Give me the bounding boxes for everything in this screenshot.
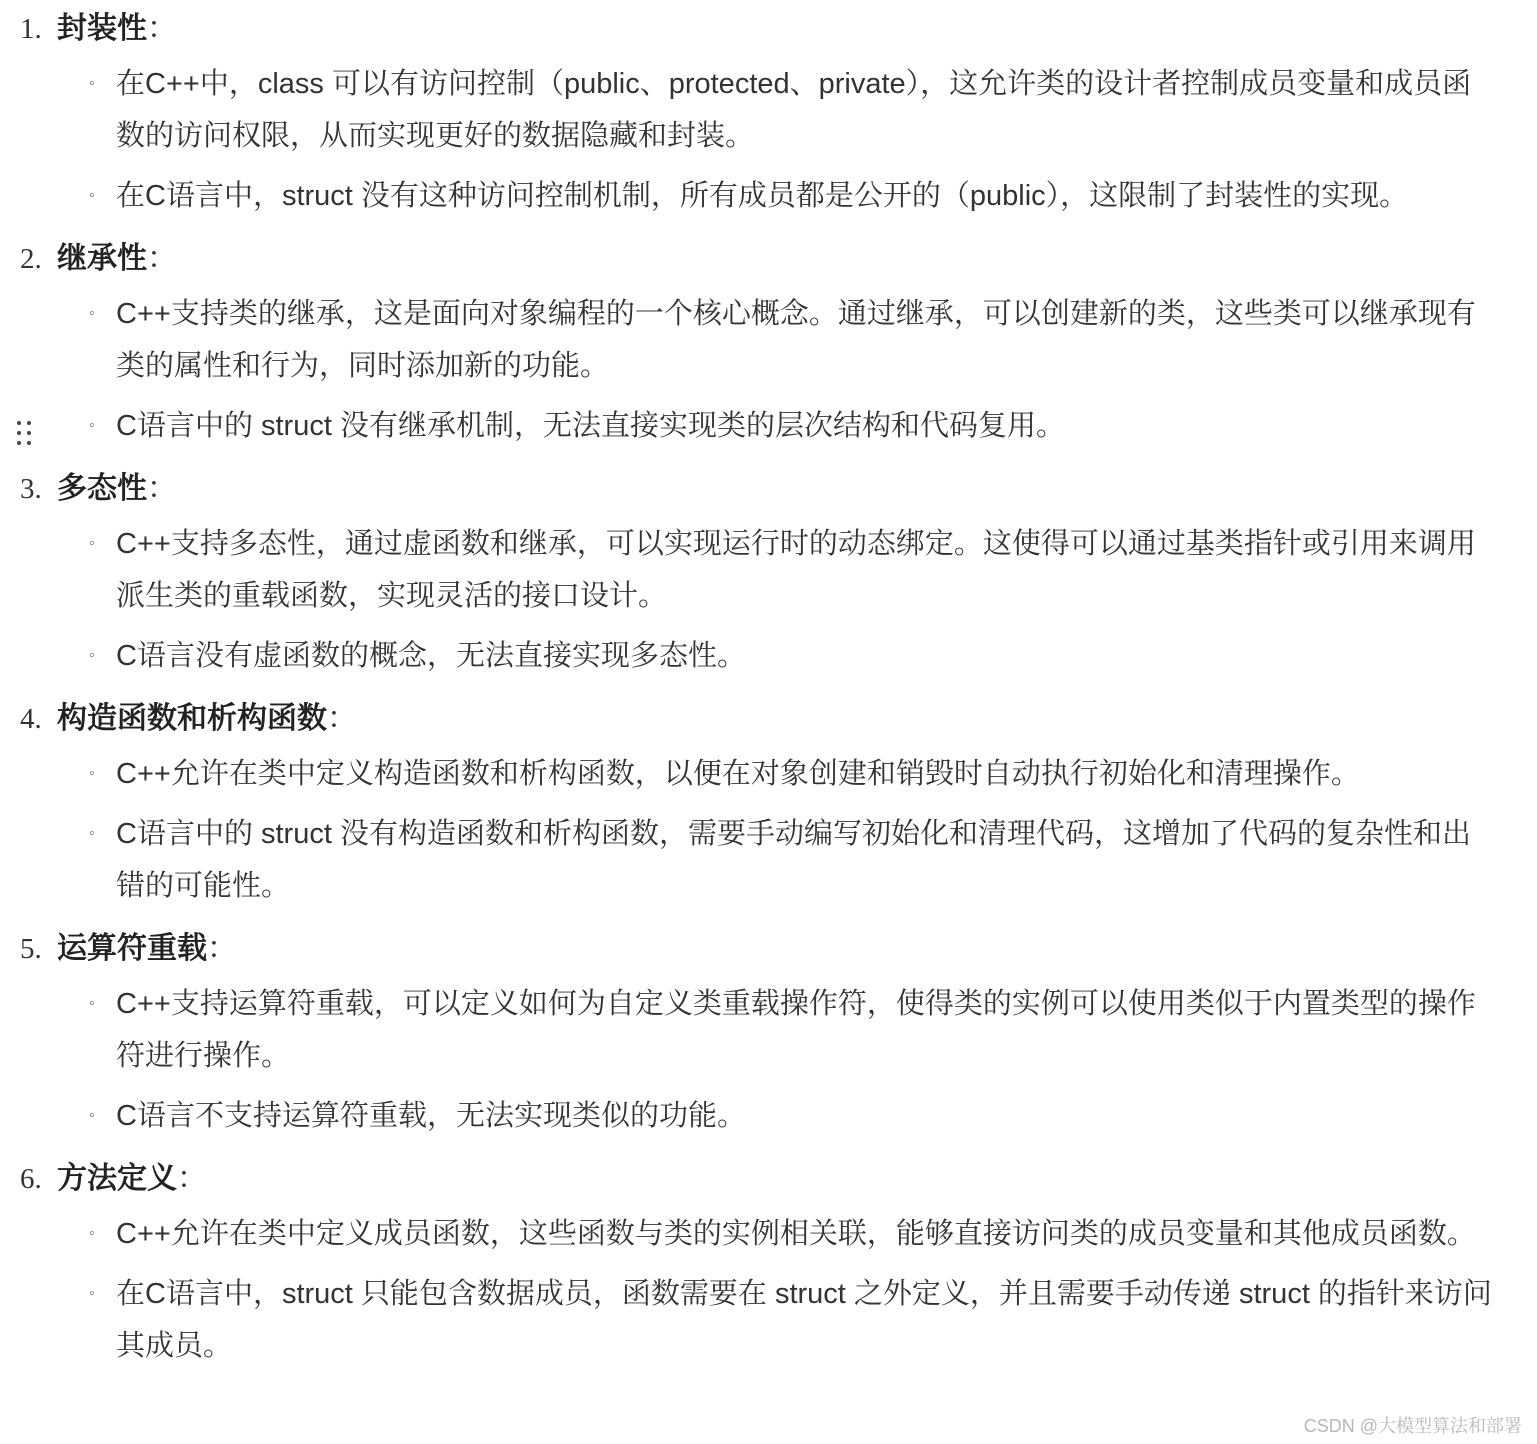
section-heading xyxy=(0,230,1537,288)
bullet-icon: ◦ xyxy=(89,305,95,322)
section-title: 构造函数和析构函数 xyxy=(57,702,327,735)
item-text: C语言不支持运算符重载，无法实现类似的功能。 xyxy=(116,1100,746,1132)
sub-list xyxy=(0,748,1537,912)
bullet-icon: ◦ xyxy=(89,825,95,842)
section-title: 运算符重载 xyxy=(57,932,207,965)
section-number: 5. xyxy=(20,933,42,965)
item-text: C语言中的 struct 没有继承机制，无法直接实现类的层次结构和代码复用。 xyxy=(116,410,1065,442)
section-title: 多态性 xyxy=(57,472,147,505)
section-operator-overloading xyxy=(0,920,1537,1142)
list-item xyxy=(0,630,1537,682)
bullet-icon: ◦ xyxy=(89,765,95,782)
section-polymorphism xyxy=(0,460,1537,682)
section-colon: ： xyxy=(177,1162,207,1195)
section-constructors xyxy=(0,690,1537,912)
sub-list xyxy=(0,288,1537,452)
item-text: C++允许在类中定义成员函数，这些函数与类的实例相关联，能够直接访问类的成员变量和其他成员函数。 xyxy=(116,1218,1476,1250)
section-inheritance xyxy=(0,230,1537,452)
bullet-icon: ◦ xyxy=(89,995,95,1012)
list-item xyxy=(0,1090,1537,1142)
bullet-icon: ◦ xyxy=(89,535,95,552)
section-colon: ： xyxy=(327,702,357,735)
section-number: 4. xyxy=(20,703,42,735)
list-item xyxy=(0,1208,1537,1260)
bullet-icon: ◦ xyxy=(89,1107,95,1124)
section-heading xyxy=(0,1150,1537,1208)
watermark: CSDN @大模型算法和部署 xyxy=(1303,1416,1522,1436)
section-heading xyxy=(0,0,1537,58)
sub-list xyxy=(0,518,1537,682)
item-text: C++允许在类中定义构造函数和析构函数，以便在对象创建和销毁时自动执行初始化和清理操作。 xyxy=(116,758,1360,790)
list-item xyxy=(0,978,1537,1082)
list-item xyxy=(0,748,1537,800)
section-number: 3. xyxy=(20,473,42,505)
section-title: 继承性 xyxy=(57,242,147,275)
bullet-icon: ◦ xyxy=(89,417,95,434)
section-colon: ： xyxy=(147,242,177,275)
sub-list xyxy=(0,978,1537,1142)
item-text: C语言中的 struct 没有构造函数和析构函数，需要手动编写初始化和清理代码，这增加了代码的复杂性和出错的可能性。 xyxy=(116,818,1471,902)
section-number: 6. xyxy=(20,1163,42,1195)
section-heading xyxy=(0,460,1537,518)
section-title: 方法定义 xyxy=(57,1162,177,1195)
item-text: C++支持运算符重载，可以定义如何为自定义类重载操作符，使得类的实例可以使用类似于内置类型的操作符进行操作。 xyxy=(116,988,1476,1072)
bullet-icon: ◦ xyxy=(89,1225,95,1242)
list-item xyxy=(0,400,1537,452)
section-colon: ： xyxy=(147,12,177,45)
section-colon: ： xyxy=(207,932,237,965)
item-text: 在C语言中，struct 没有这种访问控制机制，所有成员都是公开的（public），这限制了封装性的实现。 xyxy=(116,180,1409,212)
section-title: 封装性 xyxy=(57,12,147,45)
list-item xyxy=(0,170,1537,222)
list-item xyxy=(0,58,1537,162)
bullet-icon: ◦ xyxy=(89,1285,95,1302)
bullet-icon: ◦ xyxy=(89,187,95,204)
section-number: 2. xyxy=(20,243,42,275)
item-text: 在C++中，class 可以有访问控制（public、protected、private），这允许类的设计者控制成员变量和成员函数的访问权限，从而实现更好的数据隐藏和封装。 xyxy=(116,68,1472,152)
item-text: 在C语言中，struct 只能包含数据成员，函数需要在 struct 之外定义，并且需要手动传递 struct 的指针来访问其成员。 xyxy=(116,1278,1492,1362)
section-encapsulation xyxy=(0,0,1537,222)
section-method-definition xyxy=(0,1150,1537,1372)
sub-list xyxy=(0,58,1537,222)
list-item xyxy=(0,518,1537,622)
list-item xyxy=(0,288,1537,392)
section-heading xyxy=(0,690,1537,748)
item-text: C++支持多态性，通过虚函数和继承，可以实现运行时的动态绑定。这使得可以通过基类指针或引用来调用派生类的重载函数，实现灵活的接口设计。 xyxy=(116,528,1476,612)
section-colon: ： xyxy=(147,472,177,505)
drag-handle-icon[interactable] xyxy=(14,418,36,448)
bullet-icon: ◦ xyxy=(89,75,95,92)
sub-list xyxy=(0,1208,1537,1372)
item-text: C++支持类的继承，这是面向对象编程的一个核心概念。通过继承，可以创建新的类，这些类可以继承现有类的属性和行为，同时添加新的功能。 xyxy=(116,298,1476,382)
list-item xyxy=(0,808,1537,912)
list-item xyxy=(0,1268,1537,1372)
section-heading xyxy=(0,920,1537,978)
section-number: 1. xyxy=(20,13,42,45)
item-text: C语言没有虚函数的概念，无法直接实现多态性。 xyxy=(116,640,746,672)
bullet-icon: ◦ xyxy=(89,647,95,664)
